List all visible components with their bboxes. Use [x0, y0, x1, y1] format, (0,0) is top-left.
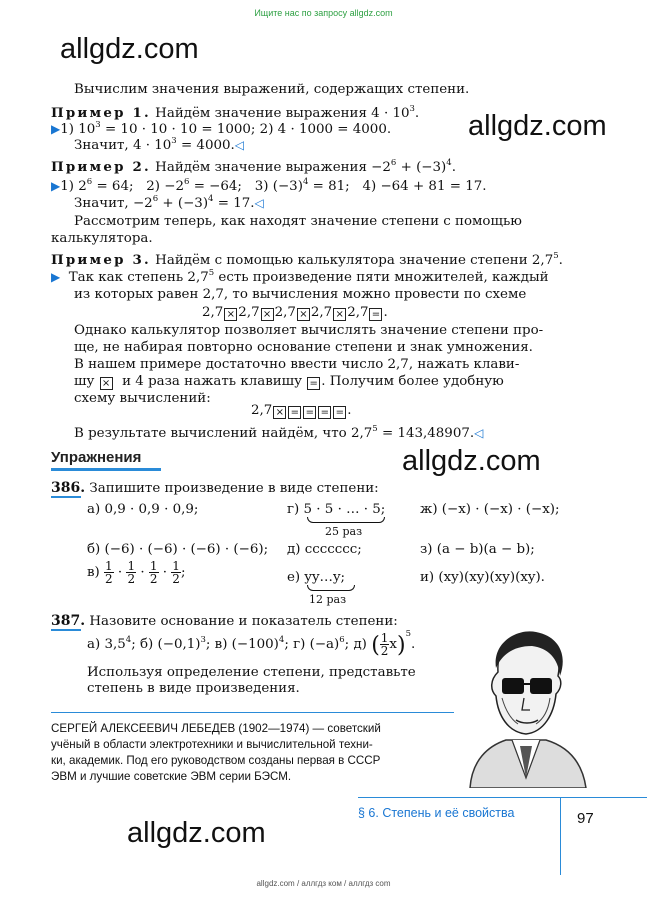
ex386-a: а) 0,9 · 0,9 · 0,9;	[87, 502, 199, 517]
ex387-line-3: степень в виде произведения.	[87, 681, 300, 696]
equals-key-icon: =	[288, 406, 301, 419]
example-1-conclusion: Значит, $4 \cdot 10^3$ = 4000.◁	[74, 136, 245, 153]
fraction: $\frac{1}{2}$	[127, 559, 136, 586]
top-banner: Ищите нас по запросу allgdz.com	[254, 8, 393, 18]
exercise-387-title: 387. Назовите основание и показатель степени:	[51, 613, 398, 629]
bio-line-1: СЕРГЕЙ АЛЕКСЕЕВИЧ ЛЕБЕДЕВ (1902—1974) — советский	[51, 722, 381, 735]
exercises-header: Упражнения	[51, 449, 142, 466]
watermark-4: allgdz.com	[127, 817, 266, 849]
example-2-label: Пример 2.	[51, 159, 151, 175]
ex386-z: з) (a − b)(a − b);	[420, 542, 535, 557]
equals-key-icon: =	[333, 406, 346, 419]
ex386-e: е) yy…y;	[287, 570, 346, 585]
watermark-3: allgdz.com	[402, 445, 541, 477]
equals-key-icon: =	[318, 406, 331, 419]
exercise-387-underline	[51, 629, 81, 631]
multiply-key-icon: ×	[100, 377, 113, 390]
ex387-items: а) $3,5^4$; б) $(-0,1)^3$; в) $(-100)^4$; г) $(-a)^6$; д) ( $\frac{1}{2}$ x)$^5$.	[87, 629, 416, 658]
example-3-label: Пример 3.	[51, 252, 151, 268]
ex386-g-under: 25 раз	[325, 525, 363, 538]
portrait-image	[462, 628, 590, 788]
example-1-label: Пример 1.	[51, 105, 151, 121]
fraction: $\frac{1}{2}$	[149, 559, 158, 586]
scheme-2: 2,7 × = = = = .	[251, 403, 352, 418]
watermark-2: allgdz.com	[468, 110, 607, 142]
solution-end-icon: ◁	[254, 196, 264, 210]
ex386-b: б) (−6) · (−6) · (−6) · (−6);	[87, 542, 269, 557]
ex386-i: и) (xy)(xy)(xy)(xy).	[420, 570, 545, 585]
intro-text: Вычислим значения выражений, содержащих степени.	[74, 82, 470, 97]
fraction: $\frac{1}{2}$	[380, 631, 389, 658]
exercises-header-underline	[51, 468, 161, 471]
watermark-1: allgdz.com	[60, 33, 199, 65]
bio-line-4: ЭВМ и лучшие советские ЭВМ серии БЭСМ.	[51, 770, 292, 783]
example-3-line-5: В нашем примере достаточно ввести число 2,7, нажать клави-	[74, 357, 520, 372]
example-2-task: Пример 2. Найдём значение выражения $-2^6 + (-3)^4$.	[51, 158, 456, 175]
calc-intro-line-2: калькулятора.	[51, 231, 153, 246]
bio-top-rule	[51, 712, 454, 713]
footer-rule	[358, 797, 647, 798]
ex386-e-under: 12 раз	[309, 593, 347, 606]
multiply-key-icon: ×	[261, 308, 274, 321]
section-title: § 6. Степень и её свойства	[358, 806, 515, 820]
example-3-line-7: схему вычислений:	[74, 391, 211, 406]
ex386-d: д) ccccccc;	[287, 542, 362, 557]
example-1-task: Пример 1. Найдём значение выражения $4 \cdot 10^3$.	[51, 104, 420, 121]
equals-key-icon: =	[369, 308, 382, 321]
example-3-line-1: ▶ Так как степень $2,7^5$ есть произведение пяти множителей, каждый	[51, 268, 549, 285]
multiply-key-icon: ×	[333, 308, 346, 321]
bio-line-2: учёный в области электротехники и вычислительной техни-	[51, 738, 373, 751]
example-3-line-4: ще, не набирая повторно основание степени и знак умножения.	[74, 340, 533, 355]
footer-vertical-rule	[560, 797, 561, 875]
bottom-banner: allgdz.com / аллгдз ком / аллгдз com	[256, 879, 391, 888]
multiply-key-icon: ×	[273, 406, 286, 419]
equals-key-icon: =	[307, 377, 320, 390]
fraction: $\frac{1}{2}$	[105, 559, 113, 586]
ex386-g: г) 5 · 5 · … · 5;	[287, 502, 386, 517]
example-3-line-3: Однако калькулятор позволяет вычислять значение степени про-	[74, 323, 544, 338]
bio-text	[51, 721, 381, 785]
page-number: 97	[577, 810, 594, 827]
equals-key-icon: =	[303, 406, 316, 419]
example-1-solution: ▶1) $10^3 = 10 \cdot 10 \cdot 10 = 1000$; 2) 4 · 1000 = 4000.	[51, 120, 392, 137]
calc-intro-line-1: Рассмотрим теперь, как находят значение степени с помощью	[74, 214, 522, 229]
solution-start-icon: ▶	[51, 179, 61, 193]
solution-start-icon: ▶	[51, 270, 61, 284]
ex386-v: в) $\frac{1}{2}$ · $\frac{1}{2}$ · $\frac{1}{2}$ · $\frac{1}{2}$ ;	[87, 559, 186, 586]
solution-end-icon: ◁	[234, 138, 245, 152]
example-3-result: В результате вычислений найдём, что $2,7^5$ = 143,48907.◁	[74, 424, 484, 441]
example-3-line-2: из которых равен 2,7, то вычисления можно провести по схеме	[74, 287, 527, 302]
exercise-number: 387.	[51, 613, 86, 629]
bio-line-3: ки, академик. Под его руководством созданы первая в СССР	[51, 754, 381, 767]
ex386-zh: ж) (−x) · (−x) · (−x);	[420, 502, 560, 517]
fraction: $\frac{1}{2}$	[172, 559, 180, 586]
ex387-line-2: Используя определение степени, представьте	[87, 665, 416, 680]
multiply-key-icon: ×	[224, 308, 237, 321]
solution-start-icon: ▶	[51, 122, 61, 136]
exercise-386-title: 386. Запишите произведение в виде степени:	[51, 480, 379, 496]
scheme-1: 2,7 × 2,7 × 2,7 × 2,7 × 2,7 = .	[202, 305, 388, 320]
exercise-number: 386.	[51, 480, 86, 496]
example-3-task: Пример 3. Найдём с помощью калькулятора значение степени $2,7^5$.	[51, 251, 563, 268]
multiply-key-icon: ×	[297, 308, 310, 321]
example-2-conclusion: Значит, $-2^6 + (-3)^4$ = 17.◁	[74, 194, 264, 211]
solution-end-icon: ◁	[474, 426, 484, 440]
exercise-386-underline	[51, 496, 81, 498]
example-2-solution: ▶1) $2^6 = 64$; $2) -2^6 = -64$; 3) $(-3)^4 = 81$; 4) −64 + 81 = 17.	[51, 177, 487, 194]
example-3-line-6: шу × и 4 раза нажать клавишу = . Получим более удобную	[74, 374, 504, 389]
